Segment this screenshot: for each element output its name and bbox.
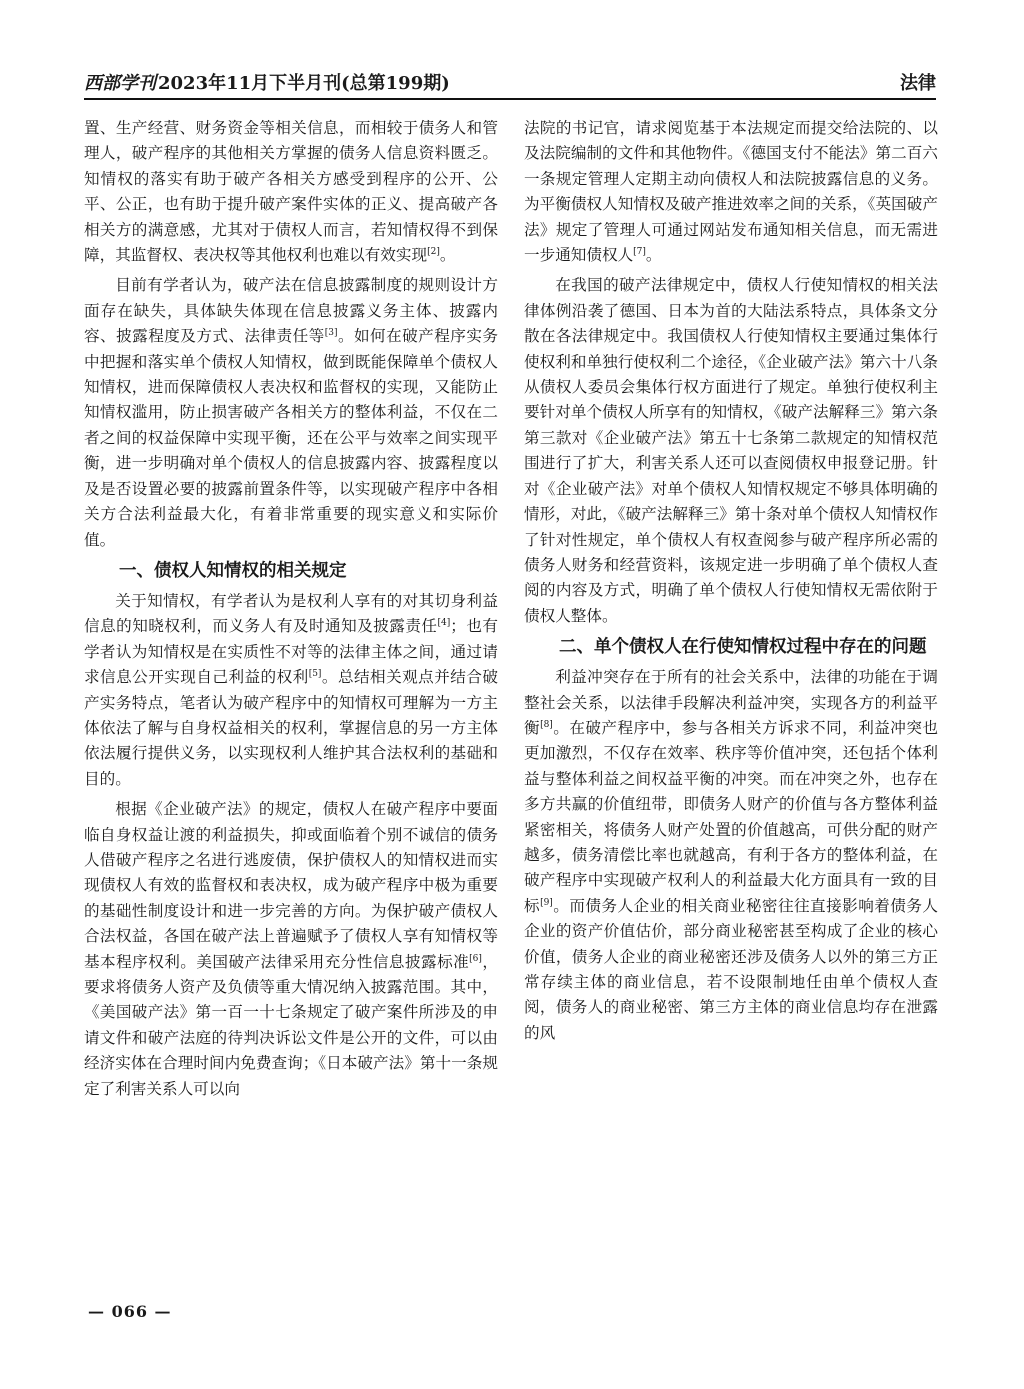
citation: [9] [540, 897, 553, 908]
paragraph-text: 关于知情权，有学者认为是权利人享有的对其切身利益信息的知晓权利，而义务人有及时通知及披露责任 [84, 591, 498, 636]
section-heading: 一、债权人知情权的相关规定 [119, 560, 347, 581]
journal-title [84, 69, 450, 98]
page-header [84, 64, 936, 100]
citation: [5] [308, 668, 322, 679]
paragraph [84, 589, 498, 792]
paragraph-text: ，要求将债务人资产及负债等重大情况纳入披露范围。其中，《美国破产法》第一百一十七条规定了破产案件所涉及的申请文件和破产法庭的待判决诉讼文件是公开的文件，可以由经济实体在合理时间内免费查询；《日本破产法》第十一条规定了利害关系人可以向 [84, 952, 498, 1098]
paragraph-text: 。 [439, 246, 456, 265]
page-number: — 066 — [88, 1302, 172, 1321]
citation: [2] [427, 246, 440, 257]
paragraph [524, 116, 938, 268]
paragraph-text: 置、生产经营、财务资金等相关信息，而相较于债务人和管理人，破产程序的其他相关方掌握的债务人信息资料匮乏。知情权的落实有助于破产各相关方感受到程序的公开、公平、公正，也有助于提升破产案件实体的正义、提高破产各相关方的满意感，尤其对于债权人而言，若知情权得不到保障，其监督权、表决权等其他权利也难以有效实现 [84, 119, 498, 265]
paragraph-text: ；也有学者认为知情权是在实质性不对等的法律主体之间，通过请求信息公开实现自己利益的权利 [84, 617, 498, 687]
journal-logo: 西部学刊 [84, 73, 156, 94]
citation: [8] [540, 719, 553, 730]
paragraph [84, 797, 498, 1102]
paragraph-text: 法院的书记官，请求阅览基于本法规定而提交给法院的、以及法院编制的文件和其他物件。《德国支付不能法》第二百六一条规定管理人定期主动向债权人和法院披露信息的义务。为平衡债权人知情权及破产推进效率之间的关系，《英国破产法》规定了管理人可通过网站发布通知相关信息，而无需进一步通知债权人 [524, 119, 938, 265]
paragraph [84, 273, 498, 552]
paragraph-text: 。 [645, 246, 662, 265]
right-column [524, 116, 938, 1051]
citation: [6] [469, 953, 482, 964]
paragraph-text: 。在破产程序中，参与各相关方诉求不同，利益冲突也更加激烈，不仅存在效率、秩序等价值冲突，还包括个体利益与整体利益之间权益平衡的冲突。而在冲突之外，也存在多方共赢的价值纽带，即债务人财产的价值与各方整体利益紧密相关，将债务人财产处置的价值越高，可供分配的财产越多，债务清偿比率也就越高，有利于各方的整体利益，在破产程序中实现破产权利人的利益最大化方面具有一致的目标 [524, 718, 938, 915]
paragraph-text: 目前有学者认为，破产法在信息披露制度的规则设计方面存在缺失，具体缺失体现在信息披露义务主体、披露内容、披露程度及方式、法律责任等 [84, 276, 498, 346]
citation: [7] [633, 246, 646, 257]
paragraph [524, 665, 938, 1046]
paragraph-text: 。总结相关观点并结合破产实务特点，笔者认为破产程序中的知情权可理解为一方主体依法了解与自身权益相关的权利，掌握信息的另一方主体依法履行提供义务，以实现权利人维护其合法权利的基础和目的。 [84, 668, 498, 788]
paragraph-text: 。如何在破产程序实务中把握和落实单个债权人知情权，做到既能保障单个债权人知情权，进而保障债权人表决权和监督权的实现，又能防止知情权滥用，防止损害破产各相关方的整体利益，不仅在二者之间的权益保障中实现平衡，还在公平与效率之间实现平衡，进一步明确对单个债权人的信息披露内容、披露程度以及是否设置必要的披露前置条件等，以实现破产程序中各相关方合法利益最大化，有着非常重要的现实意义和实际价值。 [84, 327, 498, 549]
journal-issue: 2023年11月下半月刊(总第199期) [158, 73, 450, 94]
section-heading: 二、单个债权人在行使知情权过程中存在的问题 [559, 637, 927, 658]
citation: [4] [437, 618, 451, 629]
section-label: 法律 [900, 73, 936, 94]
paragraph-text: 。而债务人企业的相关商业秘密往往直接影响着债务人企业的资产价值估价，部分商业秘密甚至构成了企业的核心价值，债务人企业的商业秘密还涉及债务人以外的第三方正常存续主体的商业信息，若不设限制地任由单个债权人查阅，债务人的商业秘密、第三方主体的商业信息均存在泄露的风 [524, 896, 938, 1042]
paragraph [84, 116, 498, 268]
left-column [84, 116, 498, 1107]
paragraph-text: 利益冲突存在于所有的社会关系中，法律的功能在于调整社会关系，以法律手段解决利益冲突，实现各方的利益平衡 [524, 668, 938, 737]
paragraph: 在我国的破产法律规定中，债权人行使知情权的相关法律体例沿袭了德国、日本为首的大陆法系特点，具体条文分散在各法律规定中。我国债权人行使知情权主要通过集体行使权利和单独行使权利二个途径，《企业破产法》第六十八条从债权人委员会集体行权方面进行了规定。单独行使权利主要针对单个债权人所享有的知情权，《破产法解释三》第六条第三款对《企业破产法》第五十七条第二款规定的知情权范围进行了扩大，利害关系人还可以查阅债权申报登记册。针对《企业破产法》对单个债权人知情权规定不够具体明确的情形，对此，《破产法解释三》第十条对单个债权人知情权作了针对性规定，单个债权人有权查阅参与破产程序所必需的债务人财务和经营资料，该规定进一步明确了单个债权人查阅的内容及方式，明确了单个债权人行使知情权无需依附于债权人整体。 [524, 276, 938, 625]
citation: [3] [324, 328, 338, 339]
paragraph-text: 根据《企业破产法》的规定，债权人在破产程序中要面临自身权益让渡的利益损失，抑或面临着个别不诚信的债务人借破产程序之名进行逃废债，保护债权人的知情权进而实现债权人有效的监督权和表决权，成为破产程序中极为重要的基础性制度设计和进一步完善的方向。为保护破产债权人合法权益，各国在破产法上普遍赋予了债权人享有知情权等基本程序权利。美国破产法律采用充分性信息披露标准 [84, 800, 498, 971]
